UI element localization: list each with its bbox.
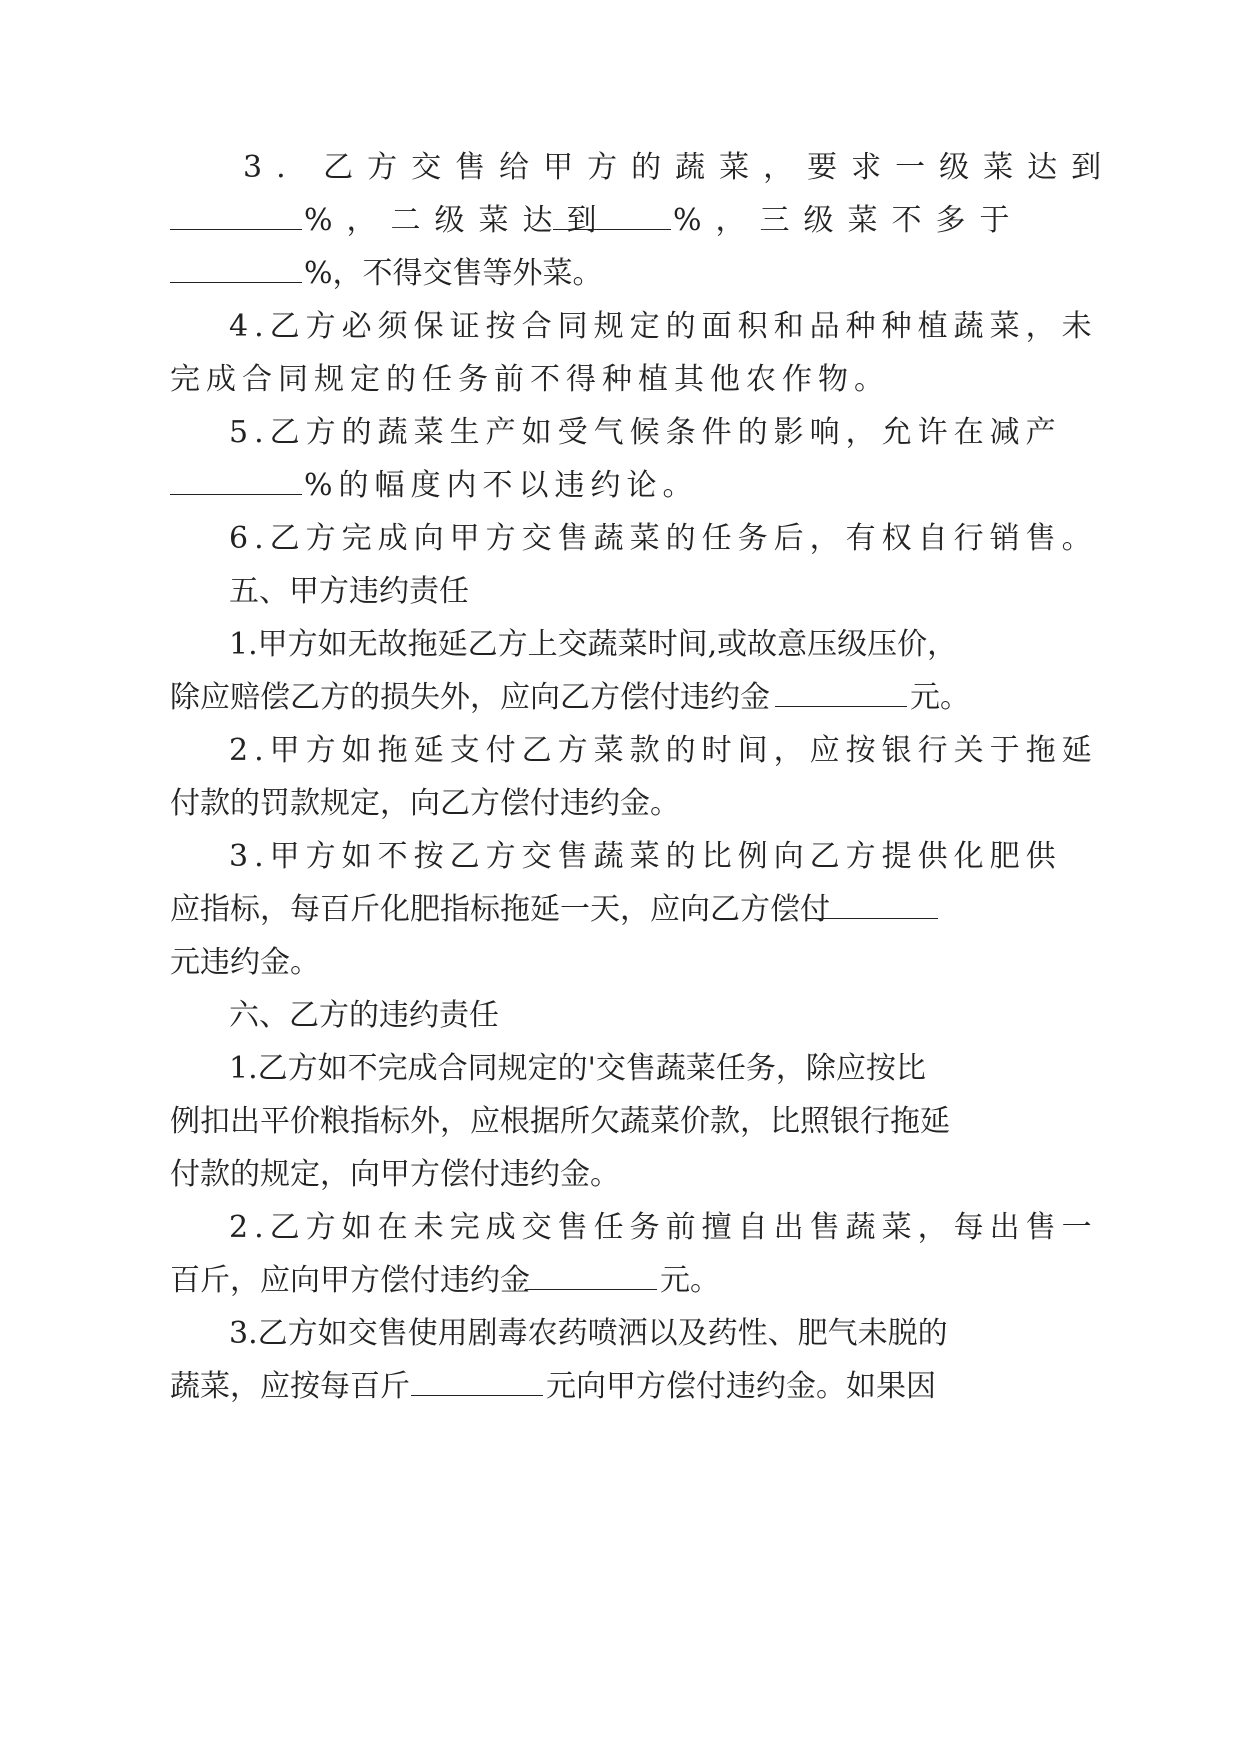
clause-text: 1.甲方如无故拖延乙方上交蔬菜时间,或故意压级压价， — [229, 627, 958, 662]
clause-text: 蔬菜，应按每百斤 — [170, 1369, 410, 1404]
clause-text: 应指标，每百斤化肥指标拖延一天，应向乙方偿付 — [170, 892, 830, 927]
text-line — [0, 1362, 1241, 1412]
text-line — [0, 620, 1241, 670]
text-line — [0, 885, 1241, 935]
clause-text: 百斤，应向甲方偿付违约金 — [170, 1263, 530, 1298]
section-heading — [0, 567, 1241, 617]
fill-blank — [525, 1256, 657, 1306]
text-line — [0, 1150, 1241, 1200]
text-line — [0, 355, 1241, 405]
text-line — [0, 1044, 1241, 1094]
text-line — [0, 1309, 1241, 1359]
text-line — [0, 726, 1241, 776]
text-line — [0, 832, 1241, 882]
clause-text: 除应赔偿乙方的损失外，应向乙方偿付违约金 — [170, 680, 770, 715]
clause-text: 元。 — [910, 680, 970, 715]
text-line — [0, 1256, 1241, 1306]
clause-text: 3. 乙方交售给甲方的蔬菜，要求一级菜达到 — [243, 150, 1116, 185]
text-line — [0, 1203, 1241, 1253]
clause-text: %，三级菜不多于 — [673, 203, 1024, 238]
text-line — [0, 302, 1241, 352]
clause-text: 付款的规定，向甲方偿付违约金。 — [170, 1157, 620, 1192]
text-line — [0, 461, 1241, 511]
clause-text: 例扣出平价粮指标外，应根据所欠蔬菜价款，比照银行拖延 — [170, 1104, 950, 1139]
fill-blank — [411, 1362, 543, 1412]
clause-text: 4.乙方必须保证按合同规定的面积和品种种植蔬菜，未 — [229, 309, 1098, 344]
section-title: 六、乙方的违约责任 — [229, 998, 499, 1033]
clause-text: 元。 — [660, 1263, 720, 1298]
clause-text: 1.乙方如不完成合同规定的'交售蔬菜任务，除应按比 — [229, 1051, 926, 1086]
fill-blank — [170, 461, 302, 511]
clause-text: 3.乙方如交售使用剧毒农药喷洒以及药性、肥气未脱的 — [229, 1316, 948, 1351]
fill-blank — [775, 673, 907, 723]
clause-text: 付款的罚款规定，向乙方偿付违约金。 — [170, 786, 680, 821]
clause-text: 6.乙方完成向甲方交售蔬菜的任务后，有权自行销售。 — [229, 521, 1098, 556]
section-heading — [0, 991, 1241, 1041]
fill-blank — [806, 885, 938, 935]
text-line — [0, 408, 1241, 458]
clause-text: 完成合同规定的任务前不得种植其他农作物。 — [170, 362, 890, 397]
clause-text: 3.甲方如不按乙方交售蔬菜的比例向乙方提供化肥供 — [229, 839, 1062, 874]
text-line — [0, 196, 1241, 246]
clause-text: 2.甲方如拖延支付乙方菜款的时间，应按银行关于拖延 — [229, 733, 1098, 768]
fill-blank — [553, 196, 671, 246]
text-line — [0, 143, 1241, 193]
text-line — [0, 673, 1241, 723]
clause-text: %，二级菜达到 — [304, 203, 611, 238]
clause-text: 2.乙方如在未完成交售任务前擅自出售蔬菜，每出售一 — [229, 1210, 1098, 1245]
clause-text: 元违约金。 — [170, 945, 320, 980]
section-title: 五、甲方违约责任 — [229, 574, 469, 609]
text-line — [0, 249, 1241, 299]
clause-text: %，不得交售等外菜。 — [304, 256, 603, 291]
text-line — [0, 1097, 1241, 1147]
text-line — [0, 779, 1241, 829]
text-line — [0, 514, 1241, 564]
text-line — [0, 938, 1241, 988]
fill-blank — [170, 249, 302, 299]
clause-text: 元向甲方偿付违约金。如果因 — [546, 1369, 936, 1404]
clause-text: 5.乙方的蔬菜生产如受气候条件的影响，允许在减产 — [229, 415, 1062, 450]
clause-text: %的幅度内不以违约论。 — [304, 468, 699, 503]
fill-blank — [170, 196, 302, 246]
